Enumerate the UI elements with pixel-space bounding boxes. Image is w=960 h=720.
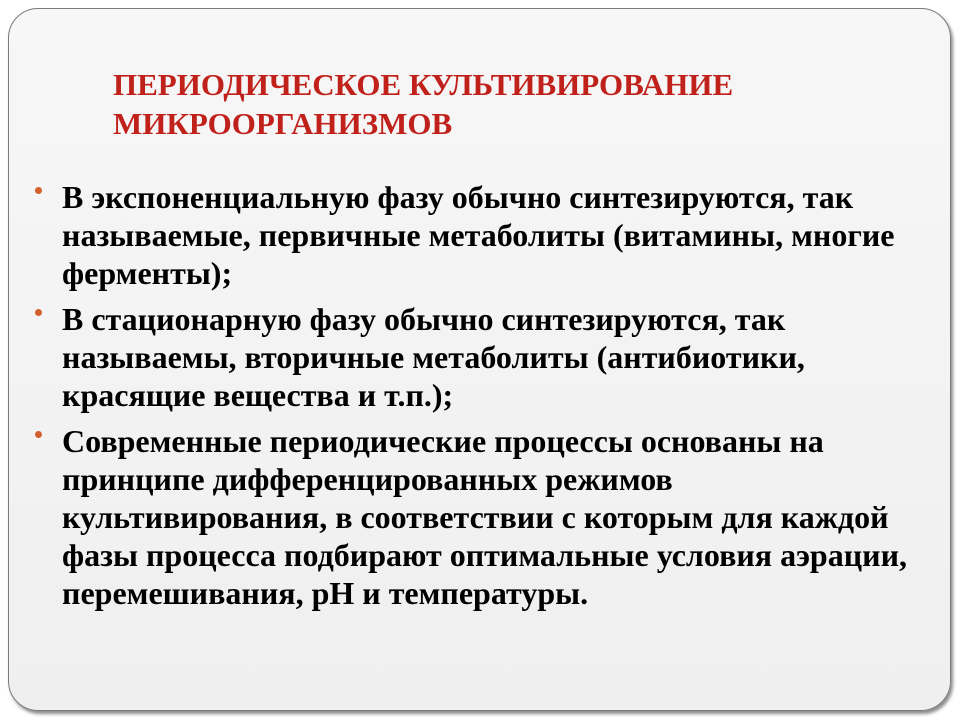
bullet-item <box>0 300 940 414</box>
bullet-text-line: называемые, первичные метаболиты (витамины, многие <box>62 217 895 253</box>
bullet-text-line: В стационарную фазу обычно синтезируются, так <box>62 301 786 337</box>
bullet-text-line: В экспоненциальную фазу обычно синтезируются, так <box>62 179 854 215</box>
slide-title-line: ПЕРИОДИЧЕСКОЕ КУЛЬТИВИРОВАНИЕ <box>113 67 734 102</box>
bullet-text-line: фазы процесса подбирают оптимальные условия аэрации, <box>62 537 908 573</box>
bullet-item <box>0 178 940 292</box>
bullet-text-line: красящие вещества и т.п.); <box>62 377 454 413</box>
round-dot-icon <box>35 309 42 316</box>
slide-title-line: МИКРООРГАНИЗМОВ <box>113 106 453 141</box>
bullet-text-line: называемы, вторичные метаболиты (антибиотики, <box>62 339 805 375</box>
bullet-list <box>0 178 940 620</box>
bullet-text-line: Современные периодические процессы основаны на <box>62 423 824 459</box>
slide-title <box>113 65 733 143</box>
bullet-item <box>0 422 940 612</box>
bullet-text-line: перемешивания, рН и температуры. <box>62 575 589 611</box>
bullet-text-line: ферменты); <box>62 255 233 291</box>
bullet-text-line: культивирования, в соответствии с которым для каждой <box>62 499 889 535</box>
round-dot-icon <box>35 187 42 194</box>
round-dot-icon <box>35 431 42 438</box>
bullet-text-line: принципе дифференцированных режимов <box>62 461 673 497</box>
